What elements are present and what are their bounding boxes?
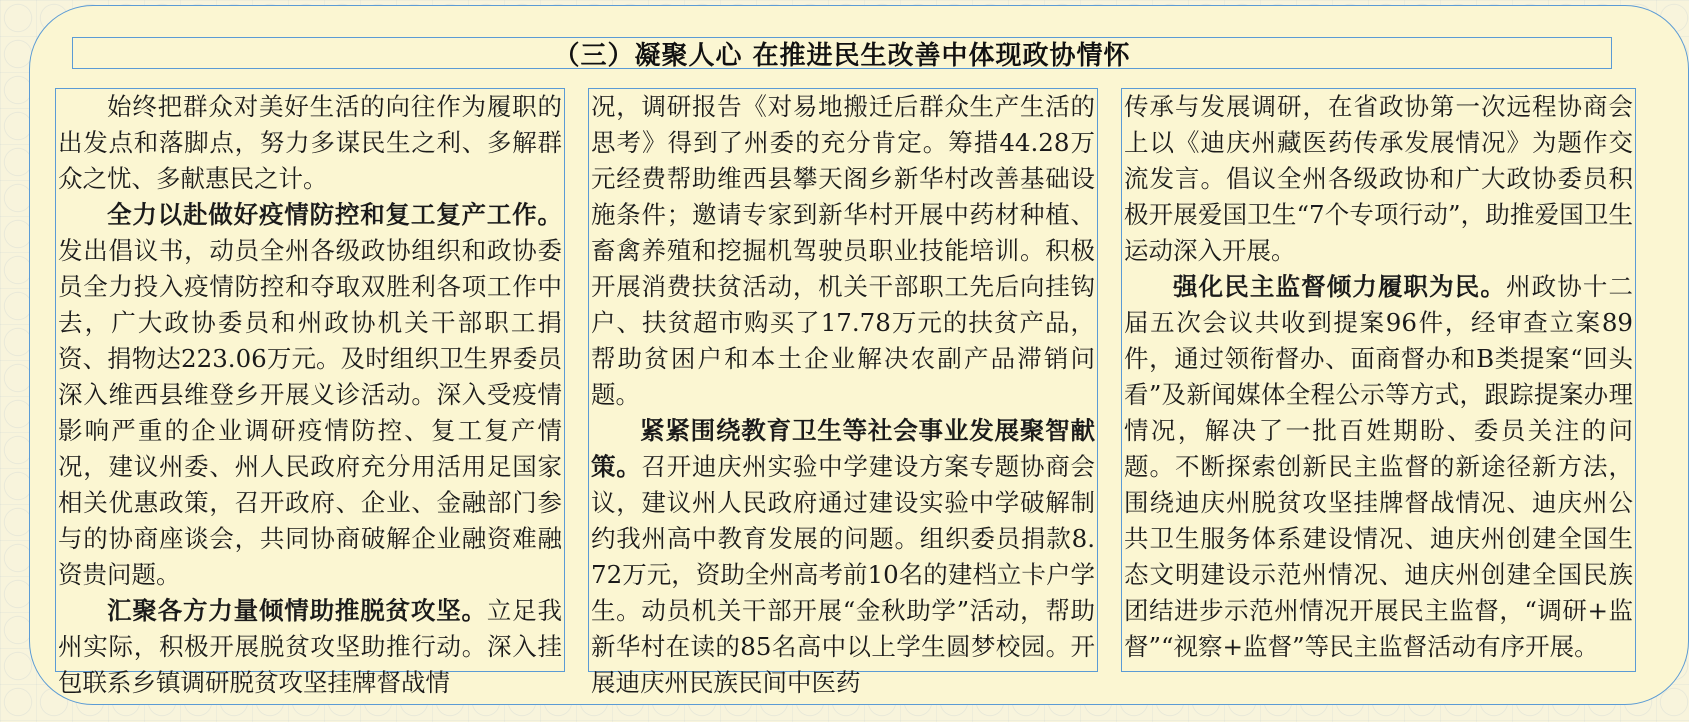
paragraph-text: 传承与发展调研，在省政协第一次远程协商会上以《迪庆州藏医药传承发展情况》为题作交流发言。倡议全州各级政协和广大政协委员积极开展爱国卫生“7个专项行动”，助推爱国卫生运动深入开展。 (1124, 92, 1633, 265)
paragraph (58, 197, 562, 593)
paragraph (1124, 269, 1633, 665)
paragraph-lead: 汇聚各方力量倾情助推脱贫攻坚。 (107, 596, 487, 625)
text-column-3 (1121, 88, 1636, 672)
paragraph (58, 593, 562, 701)
paragraph-lead: 强化民主监督倾力履职为民。 (1173, 272, 1507, 301)
paragraph-lead: 全力以赴做好疫情防控和复工复产工作。 (107, 200, 562, 229)
text-column-2 (588, 88, 1098, 697)
paragraph-text: 发出倡议书，动员全州各级政协组织和政协委员全力投入疫情防控和夺取双胜利各项工作中去，广大政协委员和州政协机关干部职工捐资、捐物达223.06万元。及时组织卫生界委员深入维西县维登乡开展义诊活动。深入受疫情影响严重的企业调研疫情防控、复工复产情况，建议州委、州人民政府充分用活用足国家相关优惠政策，召开政府、企业、金融部门参与的协商座谈会，共同协商破解企业融资难融资贵问题。 (58, 236, 562, 589)
section-title-box (72, 37, 1612, 69)
paragraph-text: 召开迪庆州实验中学建设方案专题协商会议，建议州人民政府通过建设实验中学破解制约我州高中教育发展的问题。组织委员捐款8.72万元，资助全州高考前10名的建档立卡户学生。动员机关干部开展“金秋助学”活动，帮助新华村在读的85名高中以上学生圆梦校园。开展迪庆州民族民间中医药 (591, 452, 1096, 697)
paragraph (1124, 89, 1633, 269)
text-column-1 (55, 88, 565, 697)
paragraph-text: 州政协十二届五次会议共收到提案96件，经审查立案89件，通过领衔督办、面商督办和B类提案“回头看”及新闻媒体全程公示等方式，跟踪提案办理情况，解决了一批百姓期盼、委员关注的问题。不断探索创新民主监督的新途径新方法，围绕迪庆州脱贫攻坚挂牌督战情况、迪庆州公共卫生服务体系建设情况、迪庆州创建全国生态文明建设示范州情况、迪庆州创建全国民族团结进步示范州情况开展民主监督，“调研+监督”“视察+监督”等民主监督活动有序开展。 (1124, 272, 1634, 661)
paragraph (591, 89, 1095, 413)
section-title: （三）凝聚人心 在推进民生改善中体现政协情怀 (553, 40, 1131, 71)
paragraph-lead: 紧紧围绕教育卫生等社会事业发展聚智献策。 (591, 416, 1095, 481)
paragraph-text: 况，调研报告《对易地搬迁后群众生产生活的思考》得到了州委的充分肯定。筹措44.28万元经费帮助维西县攀天阁乡新华村改善基础设施条件；邀请专家到新华村开展中药材种植、畜禽养殖和挖掘机驾驶员职业技能培训。积极开展消费扶贫活动，机关干部职工先后向挂钩户、扶贫超市购买了17.78万元的扶贫产品，帮助贫困户和本土企业解决农副产品滞销问题。 (591, 92, 1095, 409)
paragraph-text: 立足我州实际，积极开展脱贫攻坚助推行动。深入挂包联系乡镇调研脱贫攻坚挂牌督战情 (58, 596, 563, 697)
paragraph (58, 89, 562, 197)
paragraph-text: 始终把群众对美好生活的向往作为履职的出发点和落脚点，努力多谋民生之利、多解群众之忧、多献惠民之计。 (58, 92, 562, 193)
paragraph (591, 413, 1095, 701)
